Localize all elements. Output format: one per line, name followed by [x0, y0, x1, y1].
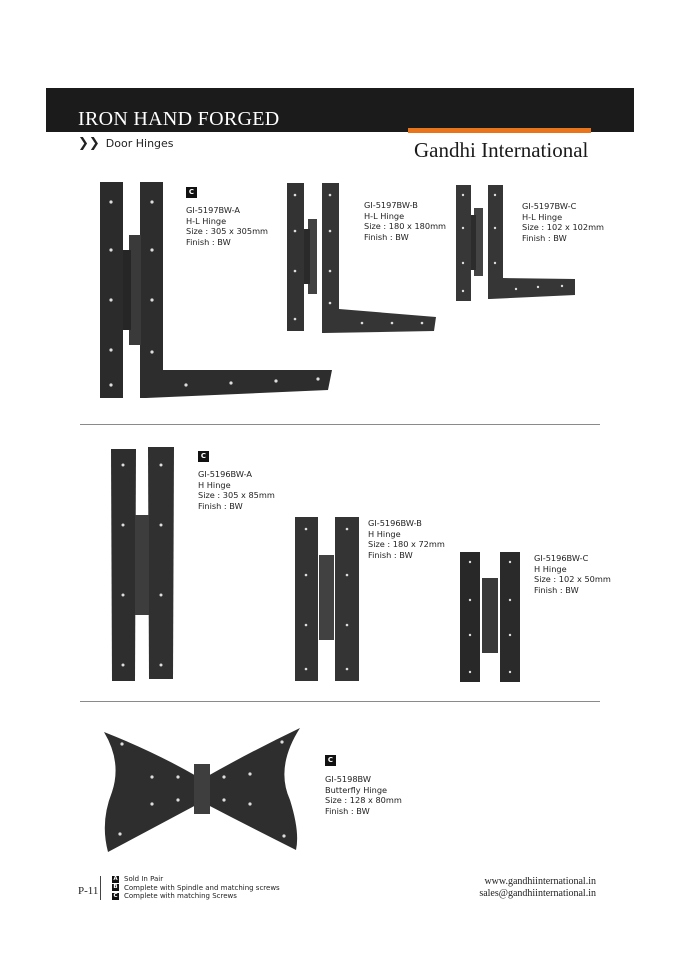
product-finish: Finish : BW: [186, 236, 231, 247]
legend-text: Complete with matching Screws: [124, 892, 237, 900]
product-finish: Finish : BW: [364, 231, 409, 242]
product-code: GI-5196BW-A: [198, 469, 253, 479]
product-code: GI-5196BW-C: [534, 553, 589, 563]
product-size: Size : 305 x 85mm: [198, 490, 275, 500]
product-code: GI-5196BW-B: [368, 518, 422, 528]
product-spec-5197a: [186, 205, 268, 247]
product-spec-5198: [325, 774, 402, 816]
product-spec-5196c: [534, 553, 611, 595]
badge-c: C: [325, 755, 336, 766]
product-size: Size : 102 x 50mm: [534, 574, 611, 584]
product-size: Size : 128 x 80mm: [325, 795, 402, 805]
legend-item: [112, 892, 280, 901]
product-spec-5196a: [198, 469, 275, 511]
website-link[interactable]: www.gandhiinternational.in: [484, 876, 596, 887]
contact-block: [479, 876, 596, 900]
product-spec-5197b: [364, 200, 446, 242]
header-bar: [46, 88, 634, 132]
butterfly-hinge-image: [100, 722, 304, 856]
product-type: H-L Hinge: [186, 215, 227, 226]
badge-c: C: [198, 451, 209, 462]
page-title: IRON HAND FORGED: [78, 108, 280, 130]
h-hinge-medium-image: [293, 515, 363, 685]
product-size: Size : 102 x 102mm: [522, 222, 605, 232]
product-type: H Hinge: [198, 479, 231, 490]
product-type: H Hinge: [368, 528, 401, 539]
section-divider: [80, 424, 600, 425]
legend-key: C: [113, 892, 118, 899]
accent-bar: [408, 128, 591, 133]
double-chevron-icon: ❯❯: [78, 136, 100, 151]
product-finish: Finish : BW: [534, 584, 579, 595]
h-hinge-small-image: [458, 550, 524, 685]
legend: [112, 875, 280, 901]
legend-key: B: [113, 884, 118, 891]
product-spec-5196b: [368, 518, 445, 560]
product-code: GI-5198BW: [325, 774, 371, 784]
product-size: Size : 180 x 72mm: [368, 539, 445, 549]
brand-name: Gandhi International: [414, 138, 589, 162]
product-size: Size : 180 x 180mm: [364, 221, 447, 231]
product-type: H Hinge: [534, 563, 567, 574]
product-type: Butterfly Hinge: [325, 784, 388, 795]
product-type: H-L Hinge: [522, 211, 563, 222]
product-finish: Finish : BW: [522, 232, 567, 243]
product-code: GI-5197BW-C: [522, 201, 577, 211]
product-size: Size : 305 x 305mm: [186, 226, 269, 236]
legend-item: [112, 884, 280, 893]
footer-separator: [100, 876, 101, 900]
h-hinge-large-image: [108, 445, 178, 685]
legend-text: Sold In Pair: [124, 875, 164, 883]
section-label: Door Hinges: [105, 137, 174, 150]
product-spec-5197c: [522, 201, 604, 243]
legend-item: [112, 875, 280, 884]
legend-key: A: [113, 875, 118, 882]
badge-c: C: [186, 187, 197, 198]
section-divider: [80, 701, 600, 702]
product-code: GI-5197BW-A: [186, 205, 241, 215]
page-number: P-11: [78, 885, 99, 897]
product-finish: Finish : BW: [368, 549, 413, 560]
section-heading: [78, 136, 174, 151]
product-type: H-L Hinge: [364, 210, 405, 221]
product-finish: Finish : BW: [325, 805, 370, 816]
legend-text: Complete with Spindle and matching screws: [124, 883, 280, 892]
product-finish: Finish : BW: [198, 500, 243, 511]
product-code: GI-5197BW-B: [364, 200, 418, 210]
email-link[interactable]: sales@gandhiinternational.in: [479, 888, 596, 899]
